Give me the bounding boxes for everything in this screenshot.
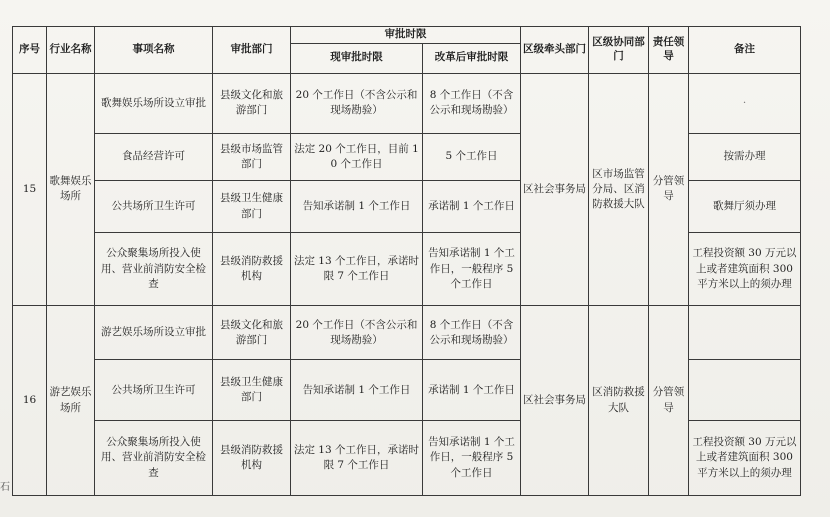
responsible-leader: 分管领导 xyxy=(649,306,689,496)
approval-table xyxy=(12,26,801,496)
lead-dept: 区社会事务局 xyxy=(521,73,589,306)
current-time-limit: 法定 13 个工作日，承诺时限 7 个工作日 xyxy=(291,420,423,495)
current-time-limit: 20 个工作日（不含公示和现场勘验） xyxy=(291,306,423,360)
remark: 工程投资额 30 万元以上或者建筑面积 300 平方米以上的须办理 xyxy=(689,233,801,306)
remark: · xyxy=(689,73,801,133)
group-seq: 15 xyxy=(13,73,47,306)
group-seq: 16 xyxy=(13,306,47,496)
header-reformed-time: 改革后审批时限 xyxy=(423,43,521,73)
reformed-time-limit: 5 个工作日 xyxy=(423,134,521,181)
approval-dept: 县级卫生健康部门 xyxy=(213,181,291,233)
approval-dept: 县级文化和旅游部门 xyxy=(213,73,291,133)
remark: 歌舞厅须办理 xyxy=(689,181,801,233)
current-time-limit: 法定 13 个工作日，承诺时限 7 个工作日 xyxy=(291,233,423,306)
group-industry: 游艺娱乐场所 xyxy=(47,306,95,496)
reformed-time-limit: 承诺制 1 个工作日 xyxy=(423,181,521,233)
approval-dept: 县级卫生健康部门 xyxy=(213,360,291,420)
header-remarks: 备注 xyxy=(689,27,801,74)
item-name: 公共场所卫生许可 xyxy=(95,360,213,420)
approval-dept: 县级文化和旅游部门 xyxy=(213,306,291,360)
group-industry: 歌舞娱乐场所 xyxy=(47,73,95,306)
remark xyxy=(689,360,801,420)
header-coop-dept: 区级协同部门 xyxy=(589,27,649,74)
lead-dept: 区社会事务局 xyxy=(521,306,589,496)
header-leader: 责任领导 xyxy=(649,27,689,74)
responsible-leader: 分管领导 xyxy=(649,73,689,306)
approval-dept: 县级消防救援机构 xyxy=(213,233,291,306)
current-time-limit: 法定 20 个工作日，目前 10 个工作日 xyxy=(291,134,423,181)
coop-dept: 区消防救援大队 xyxy=(589,306,649,496)
remark xyxy=(689,306,801,360)
item-name: 游艺娱乐场所设立审批 xyxy=(95,306,213,360)
current-time-limit: 告知承诺制 1 个工作日 xyxy=(291,181,423,233)
reformed-time-limit: 8 个工作日（不含公示和现场勘验） xyxy=(423,73,521,133)
reformed-time-limit: 承诺制 1 个工作日 xyxy=(423,360,521,420)
current-time-limit: 告知承诺制 1 个工作日 xyxy=(291,360,423,420)
header-lead-dept: 区级牵头部门 xyxy=(521,27,589,74)
approval-dept: 县级消防救援机构 xyxy=(213,420,291,495)
remark: 工程投资额 30 万元以上或者建筑面积 300 平方米以上的须办理 xyxy=(689,420,801,495)
margin-mark: 石 xyxy=(0,482,10,493)
coop-dept: 区市场监管分局、区消防救援大队 xyxy=(589,73,649,306)
item-name: 食品经营许可 xyxy=(95,134,213,181)
remark: 按需办理 xyxy=(689,134,801,181)
header-seq: 序号 xyxy=(13,27,47,74)
header-current-time: 现审批时限 xyxy=(291,43,423,73)
reformed-time-limit: 告知承诺制 1 个工作日，一般程序 5 个工作日 xyxy=(423,420,521,495)
header-time-group: 审批时限 xyxy=(291,27,521,44)
header-item: 事项名称 xyxy=(95,27,213,74)
header-dept: 审批部门 xyxy=(213,27,291,74)
item-name: 公共场所卫生许可 xyxy=(95,181,213,233)
reformed-time-limit: 8 个工作日（不含公示和现场勘验） xyxy=(423,306,521,360)
header-industry: 行业名称 xyxy=(47,27,95,74)
item-name: 公众聚集场所投入使用、营业前消防安全检查 xyxy=(95,233,213,306)
reformed-time-limit: 告知承诺制 1 个工作日，一般程序 5 个工作日 xyxy=(423,233,521,306)
item-name: 歌舞娱乐场所设立审批 xyxy=(95,73,213,133)
item-name: 公众聚集场所投入使用、营业前消防安全检查 xyxy=(95,420,213,495)
current-time-limit: 20 个工作日（不含公示和现场勘验） xyxy=(291,73,423,133)
approval-dept: 县级市场监管部门 xyxy=(213,134,291,181)
